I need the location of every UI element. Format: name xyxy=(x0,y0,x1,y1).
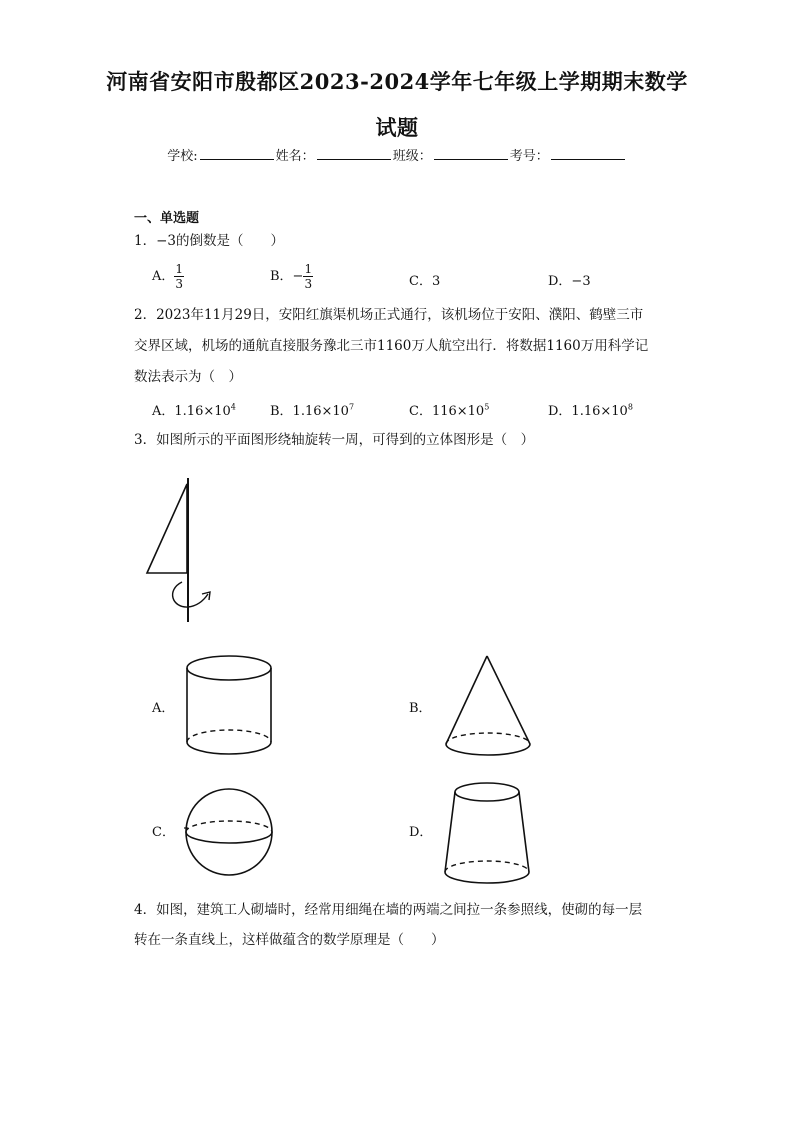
frustum-bottom-front xyxy=(445,872,529,883)
q2-d-text: D．1.16×10 xyxy=(548,404,628,419)
q2-c-exponent: 5 xyxy=(484,402,490,412)
q2-b-exponent: 7 xyxy=(348,402,355,412)
q1-a-label: A． xyxy=(152,269,175,284)
cylinder-top-ellipse xyxy=(187,656,271,680)
cone-left-edge xyxy=(446,656,487,744)
q3-rotation-figure xyxy=(130,470,230,630)
q2-option-d[interactable] xyxy=(548,400,633,419)
frustum-right-edge xyxy=(519,792,529,872)
q1-a-denominator: 3 xyxy=(175,277,184,291)
sphere-outline xyxy=(186,789,272,875)
q1-option-c[interactable]: C．3 xyxy=(409,274,441,289)
student-info-line xyxy=(0,145,794,164)
number-label: 考号： xyxy=(509,149,549,164)
q2-a-text: A．1.16×10 xyxy=(152,404,231,419)
doc-title-line2: 试题 xyxy=(375,115,419,140)
q4-line2: 转在一条直线上，这样做蕴含的数学原理是（ ） xyxy=(134,932,445,948)
q2-option-c[interactable] xyxy=(409,400,489,419)
doc-title-line1: 河南省安阳市殷都区2023-2024学年七年级上学期期末数学 xyxy=(106,69,688,94)
sphere-equator-front xyxy=(186,832,272,843)
q1-option-b[interactable] xyxy=(270,262,313,291)
q2-line1: 2．2023年11月29日，安阳红旗渠机场正式通行，该机场位于安阳、濮阳、鹤壁三市 xyxy=(134,307,644,323)
q2-c-text: C．116×10 xyxy=(409,404,485,419)
q3-option-a-label[interactable]: A． xyxy=(152,701,175,716)
cone-base-hidden xyxy=(446,733,530,744)
cylinder-figure[interactable] xyxy=(180,652,280,762)
q2-line3: 数法表示为（ ） xyxy=(134,369,242,385)
q3-option-c-label[interactable]: C． xyxy=(152,825,175,840)
q2-line2: 交界区域，机场的通航直接服务豫北三市1160万人航空出行．将数据1160万用科学记 xyxy=(134,338,649,354)
section-heading: 一、单选题 xyxy=(134,211,200,226)
q2-a-exponent: 4 xyxy=(230,402,236,412)
class-label: 班级： xyxy=(392,149,432,164)
q1-b-label: B．− xyxy=(270,269,304,284)
q1-b-denominator: 3 xyxy=(304,277,313,291)
name-label: 姓名： xyxy=(275,149,315,164)
cone-figure[interactable] xyxy=(440,652,540,762)
number-blank[interactable] xyxy=(551,147,625,160)
frustum-bottom-hidden xyxy=(445,861,529,872)
q1-a-numerator: 1 xyxy=(175,262,184,276)
name-blank[interactable] xyxy=(317,147,391,160)
q3-stem: 3．如图所示的平面图形绕轴旋转一周，可得到的立体图形是（ ） xyxy=(134,432,535,448)
sphere-figure[interactable] xyxy=(180,785,280,885)
q2-option-b[interactable] xyxy=(270,400,354,419)
q1-stem: 1．−3的倒数是（ ） xyxy=(134,233,284,249)
q1-a-fraction xyxy=(174,262,184,291)
q2-option-a[interactable] xyxy=(152,400,236,419)
q1-b-numerator: 1 xyxy=(304,262,313,276)
q2-b-text: B．1.16×10 xyxy=(270,404,349,419)
frustum-top-ellipse xyxy=(455,783,519,801)
school-blank[interactable] xyxy=(200,147,274,160)
cylinder-bottom-hidden xyxy=(187,730,271,742)
q2-d-exponent: 8 xyxy=(627,402,633,412)
right-triangle xyxy=(147,484,187,573)
frustum-left-edge xyxy=(445,792,455,872)
cone-base-front xyxy=(446,744,530,755)
q1-option-d[interactable]: D．−3 xyxy=(548,274,591,289)
q3-option-b-label[interactable]: B． xyxy=(409,701,432,716)
class-blank[interactable] xyxy=(434,147,508,160)
q1-option-a[interactable] xyxy=(152,262,184,291)
cylinder-bottom-front xyxy=(187,742,271,754)
frustum-figure[interactable] xyxy=(440,780,540,890)
school-label: 学校: xyxy=(167,149,198,164)
sphere-equator-hidden xyxy=(186,821,272,832)
q3-option-d-label[interactable]: D． xyxy=(409,825,433,840)
q4-line1: 4．如图，建筑工人砌墙时，经常用细绳在墙的两端之间拉一条参照线，使砌的每一层 xyxy=(134,902,643,918)
cone-right-edge xyxy=(487,656,530,744)
q1-b-fraction xyxy=(303,262,313,291)
